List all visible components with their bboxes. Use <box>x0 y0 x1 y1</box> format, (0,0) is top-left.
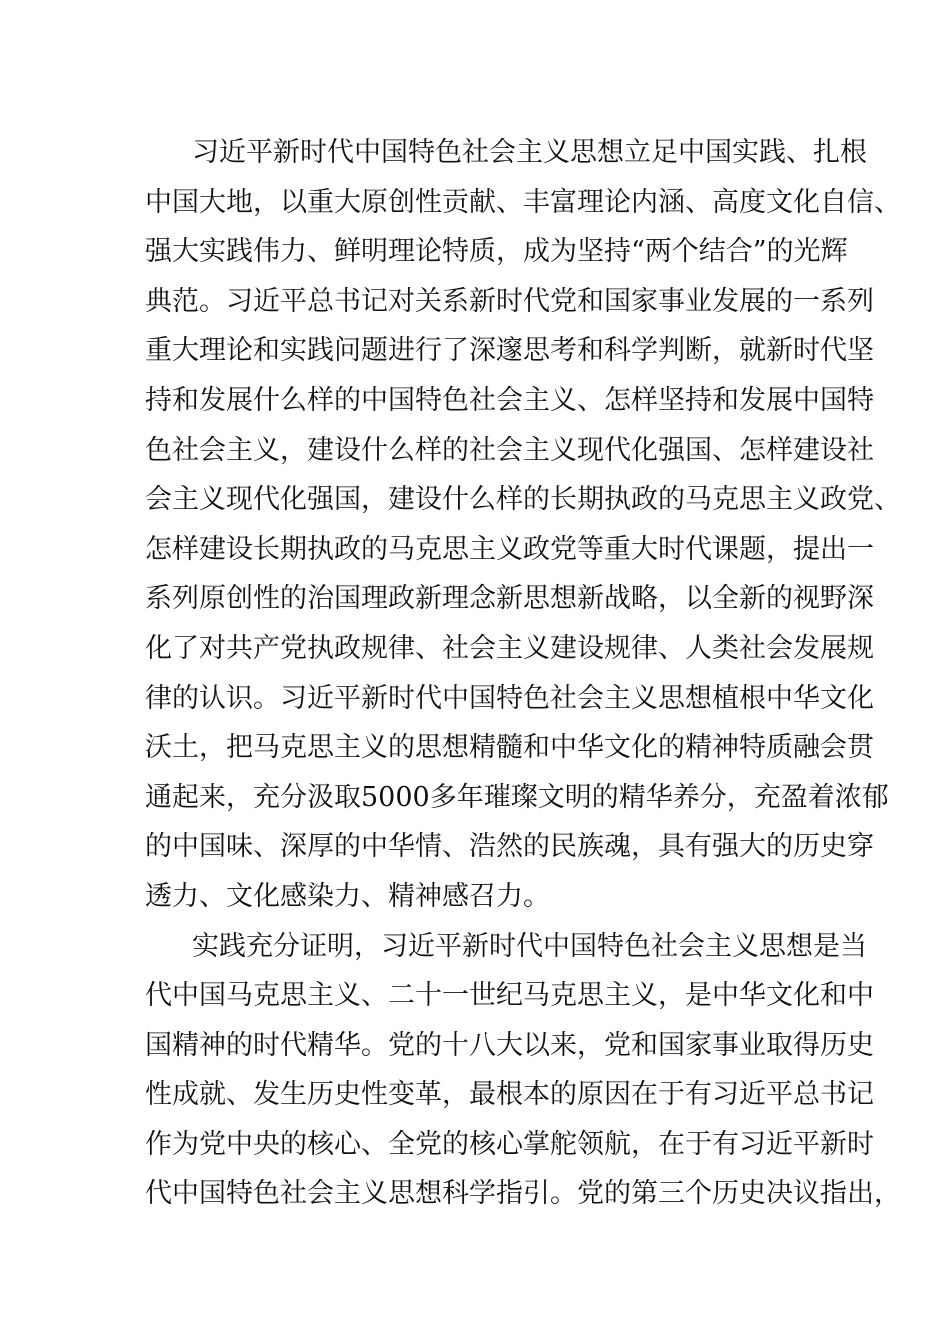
text-line: 实践充分证明，习近平新时代中国特色社会主义思想是当 <box>192 930 867 962</box>
text-line: 重大理论和实践问题进行了深邃思考和科学判断，就新时代坚 <box>145 335 874 367</box>
text-line: 习近平新时代中国特色社会主义思想立足中国实践、扎根 <box>192 137 867 168</box>
text-line: 通起来，充分汲取5000多年璀璨文明的精华养分，充盈着浓郁 <box>145 781 889 813</box>
text-line: 性成就、发生历史性变革，最根本的原因在于有习近平总书记 <box>145 1079 874 1111</box>
text-line: 典范。习近平总书记对关系新时代党和国家事业发展的一系列 <box>145 285 874 317</box>
document-body <box>145 128 901 1219</box>
text-line: 色社会主义，建设什么样的社会主义现代化强国、怎样建设社 <box>145 434 874 466</box>
text-line: 透力、文化感染力、精神感召力。 <box>145 880 550 912</box>
text-line: 怎样建设长期执政的马克思主义政党等重大时代课题，提出一 <box>145 533 874 565</box>
text-line: 中国大地，以重大原创性贡献、丰富理论内涵、高度文化自信、 <box>145 186 901 218</box>
text-line: 系列原创性的治国理政新理念新思想新战略，以全新的视野深 <box>145 583 874 615</box>
text-line: 的中国味、深厚的中华情、浩然的民族魂，具有强大的历史穿 <box>145 831 874 863</box>
text-line: 会主义现代化强国，建设什么样的长期执政的马克思主义政党、 <box>145 484 901 516</box>
text-line: 国精神的时代精华。党的十八大以来，党和国家事业取得历史 <box>145 1029 874 1061</box>
text-line: 作为党中央的核心、全党的核心掌舵领航，在于有习近平新时 <box>145 1128 874 1160</box>
text-line: 强大实践伟力、鲜明理论特质，成为坚持“两个结合”的光辉 <box>145 236 848 268</box>
text-line: 持和发展什么样的中国特色社会主义、怎样坚持和发展中国特 <box>145 384 874 416</box>
text-line: 化了对共产党执政规律、社会主义建设规律、人类社会发展规 <box>145 632 874 664</box>
text-line: 沃土，把马克思主义的思想精髓和中华文化的精神特质融会贯 <box>145 732 874 764</box>
text-line: 律的认识。习近平新时代中国特色社会主义思想植根中华文化 <box>145 682 874 714</box>
text-line: 代中国特色社会主义思想科学指引。党的第三个历史决议指出， <box>145 1178 901 1210</box>
text-line: 代中国马克思主义、二十一世纪马克思主义，是中华文化和中 <box>145 980 874 1012</box>
